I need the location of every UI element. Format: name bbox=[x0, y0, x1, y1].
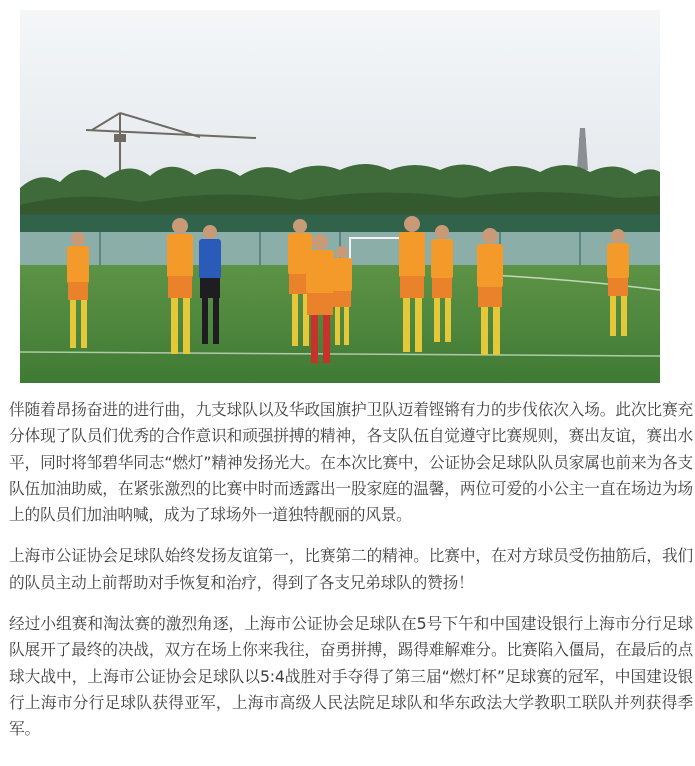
paragraph-final-result: 经过小组赛和淘汰赛的激烈角逐，上海市公证协会足球队在5号下午和中国建设银行上海市分行足球队展开了最终的决战，双方在场上你来我往，奋勇拼搏，踢得难解难分。比赛陷入僵局，在最后的点球大战中，上海市公证协会足球队以5:4战胜对手夺得了第三届“燃灯杯”足球赛的冠军，中国建设银行上海市分行足球队获得亚军，上海市高级人民法院足球队和华东政法大学教职工联队并列获得季军。 bbox=[9, 614, 693, 739]
paragraph-opening-ceremony: 伴随着昂扬奋进的进行曲，九支球队以及华政国旗护卫队迈着铿锵有力的步伐依次入场。此次比赛充分体现了队员们优秀的合作意识和顽强拼搏的精神，各支队伍自觉遵守比赛规则，赛出友谊，赛出水平，同时将邹碧华同志“燃灯”精神发扬光大。在本次比赛中，公证协会足球队队员家属也前来为各支队伍加油助威，在紧张激烈的比赛中时而透露出一股家庭的温馨，两位可爱的小公主一直在场边为场上的队员们加油呐喊，成为了球场外一道独特靓丽的风景。 bbox=[9, 400, 693, 525]
team-photo bbox=[20, 10, 660, 383]
paragraph-sportsmanship: 上海市公证协会足球队始终发扬友谊第一，比赛第二的精神。比赛中，在对方球员受伤抽筋后，我们的队员主动上前帮助对手恢复和治疗，得到了各支兄弟球队的赞扬！ bbox=[9, 546, 693, 592]
article-body bbox=[9, 397, 693, 758]
